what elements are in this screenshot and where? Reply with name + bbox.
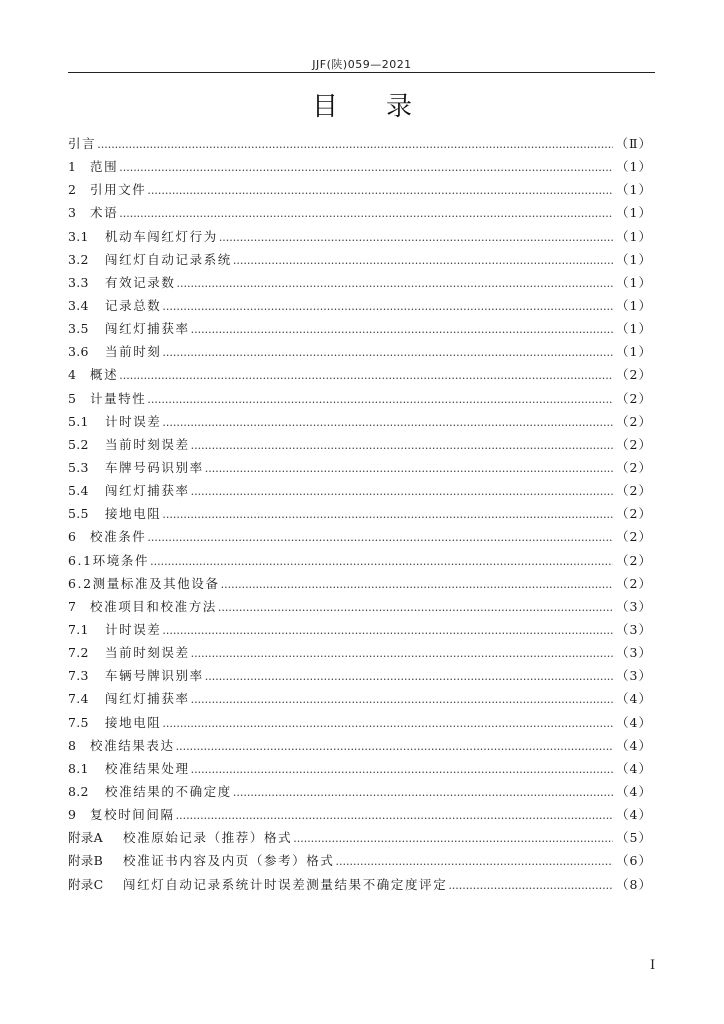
toc-entry-number: 3.5 bbox=[68, 321, 89, 337]
toc-entry[interactable] bbox=[68, 271, 652, 294]
toc-entry-page: （4） bbox=[616, 807, 652, 823]
toc-entry[interactable] bbox=[68, 155, 652, 178]
toc-leader-dots bbox=[162, 341, 613, 364]
toc-leader-dots bbox=[147, 179, 613, 202]
toc-entry-number: 7.3 bbox=[68, 668, 89, 684]
toc-leader-dots bbox=[205, 665, 613, 688]
toc-entry-label: 术语 bbox=[90, 205, 119, 221]
toc-entry-page: （4） bbox=[616, 760, 652, 776]
toc-entry[interactable] bbox=[68, 248, 652, 271]
toc-entry-page: （2） bbox=[616, 367, 652, 383]
toc-entry-label: 车辆号牌识别率 bbox=[105, 668, 204, 684]
toc-entry-label: 闯红灯捕获率 bbox=[105, 483, 190, 499]
toc-entry-page: （6） bbox=[616, 853, 652, 869]
toc-leader-dots bbox=[448, 874, 613, 897]
toc-entry-label: 当前时刻 bbox=[105, 344, 162, 360]
toc-entry[interactable] bbox=[68, 225, 652, 248]
toc-entry-number: 3.6 bbox=[68, 344, 89, 360]
toc-leader-dots bbox=[191, 318, 613, 341]
toc-entry-number: 附录B bbox=[68, 853, 104, 869]
toc-leader-dots bbox=[150, 550, 613, 573]
toc-entry[interactable] bbox=[68, 525, 652, 548]
toc-leader-dots bbox=[177, 272, 614, 295]
toc-leader-dots bbox=[147, 526, 613, 549]
toc-entry-label: 概述 bbox=[90, 367, 119, 383]
toc-entry-number: 6 bbox=[68, 529, 77, 545]
toc-entry[interactable] bbox=[68, 456, 652, 479]
toc-entry-number: 7.2 bbox=[68, 645, 89, 661]
toc-entry-label: 闯红灯捕获率 bbox=[105, 691, 190, 707]
toc-leader-dots bbox=[336, 850, 614, 873]
toc-entry[interactable] bbox=[68, 664, 652, 687]
toc-entry-label: 车牌号码识别率 bbox=[105, 459, 204, 475]
toc-entry-page: （4） bbox=[616, 737, 652, 753]
toc-entry[interactable] bbox=[68, 757, 652, 780]
toc-leader-dots bbox=[119, 156, 613, 179]
toc-entry-page: （1） bbox=[616, 321, 652, 337]
toc-entry-page: （2） bbox=[616, 552, 652, 568]
toc-entry[interactable] bbox=[68, 340, 652, 363]
toc-entry-number: 5.4 bbox=[68, 483, 89, 499]
toc-leader-dots bbox=[162, 503, 613, 526]
toc-entry[interactable] bbox=[68, 873, 652, 896]
toc-entry-page: （2） bbox=[616, 529, 652, 545]
toc-entry-label: 当前时刻误差 bbox=[105, 436, 190, 452]
toc-entry-number: 5 bbox=[68, 390, 77, 406]
table-of-contents bbox=[68, 132, 652, 896]
toc-entry[interactable] bbox=[68, 572, 652, 595]
toc-entry[interactable] bbox=[68, 849, 652, 872]
toc-leader-dots bbox=[147, 388, 613, 411]
toc-entry[interactable] bbox=[68, 826, 652, 849]
toc-entry[interactable] bbox=[68, 387, 652, 410]
toc-entry-label: 当前时刻误差 bbox=[105, 645, 190, 661]
toc-leader-dots bbox=[176, 804, 613, 827]
toc-entry[interactable] bbox=[68, 201, 652, 224]
toc-entry-label: 有效记录数 bbox=[105, 274, 176, 290]
toc-entry-page: （2） bbox=[616, 506, 652, 522]
toc-entry-number: 5.1 bbox=[68, 413, 89, 429]
toc-entry-number: 附录A bbox=[68, 830, 103, 846]
toc-entry-label: 6.2测量标准及其他设备 bbox=[68, 575, 220, 591]
toc-entry-label: 接地电阻 bbox=[105, 506, 162, 522]
toc-leader-dots bbox=[191, 688, 613, 711]
toc-leader-dots bbox=[221, 573, 613, 596]
toc-entry-number: 7.5 bbox=[68, 714, 89, 730]
toc-entry[interactable] bbox=[68, 178, 652, 201]
toc-entry-label: 引用文件 bbox=[90, 182, 147, 198]
toc-entry-number: 7 bbox=[68, 598, 77, 614]
toc-leader-dots bbox=[191, 480, 613, 503]
toc-entry-label: 校准结果表达 bbox=[90, 737, 175, 753]
toc-entry-label: 计时误差 bbox=[105, 413, 162, 429]
toc-leader-dots bbox=[293, 827, 613, 850]
toc-entry[interactable] bbox=[68, 687, 652, 710]
toc-leader-dots bbox=[119, 202, 613, 225]
toc-entry-page: （2） bbox=[616, 390, 652, 406]
toc-entry-number: 4 bbox=[68, 367, 77, 383]
toc-entry-number: 3 bbox=[68, 205, 77, 221]
toc-leader-dots bbox=[191, 434, 613, 457]
toc-entry-page: （1） bbox=[616, 228, 652, 244]
toc-entry-number: 7.1 bbox=[68, 621, 89, 637]
toc-entry-page: （4） bbox=[616, 783, 652, 799]
toc-entry[interactable] bbox=[68, 317, 652, 340]
toc-entry-page: （3） bbox=[616, 621, 652, 637]
toc-entry-page: （8） bbox=[616, 876, 652, 892]
toc-entry-number: 3.3 bbox=[68, 274, 89, 290]
toc-entry-label: 6.1环境条件 bbox=[68, 552, 150, 568]
toc-entry-number: 3.4 bbox=[68, 297, 89, 313]
toc-entry-number: 9 bbox=[68, 807, 77, 823]
toc-entry-number: 5.3 bbox=[68, 459, 89, 475]
toc-entry-page: （2） bbox=[616, 436, 652, 452]
toc-entry-label: 校准项目和校准方法 bbox=[90, 598, 217, 614]
toc-entry[interactable] bbox=[68, 595, 652, 618]
toc-entry[interactable] bbox=[68, 780, 652, 803]
toc-leader-dots bbox=[218, 596, 613, 619]
toc-entry[interactable] bbox=[68, 433, 652, 456]
toc-entry-label: 闯红灯自动记录系统计时误差测量结果不确定度评定 bbox=[123, 876, 448, 892]
toc-entry-number: 8.1 bbox=[68, 760, 89, 776]
title-char-1: 目 bbox=[311, 92, 338, 122]
toc-entry-page: （1） bbox=[616, 182, 652, 198]
toc-entry-page: （2） bbox=[616, 459, 652, 475]
toc-leader-dots bbox=[219, 226, 613, 249]
toc-leader-dots bbox=[162, 712, 613, 735]
toc-entry-page: （2） bbox=[616, 575, 652, 591]
toc-entry[interactable] bbox=[68, 502, 652, 525]
toc-entry-number: 8.2 bbox=[68, 783, 89, 799]
toc-entry-number: 7.4 bbox=[68, 691, 89, 707]
toc-entry[interactable] bbox=[68, 618, 652, 641]
toc-leader-dots bbox=[176, 735, 613, 758]
toc-entry-number: 5.2 bbox=[68, 436, 89, 452]
toc-entry[interactable] bbox=[68, 479, 652, 502]
page-number: Ⅰ bbox=[650, 958, 656, 973]
toc-entry-label: 校准结果的不确定度 bbox=[105, 783, 232, 799]
toc-entry-label: 校准条件 bbox=[90, 529, 147, 545]
toc-leader-dots bbox=[205, 457, 613, 480]
toc-entry-label: 闯红灯自动记录系统 bbox=[105, 251, 232, 267]
toc-entry-page: （Ⅱ） bbox=[615, 136, 652, 151]
toc-entry-page: （1） bbox=[616, 159, 652, 175]
toc-entry-number: 3.2 bbox=[68, 251, 89, 267]
toc-entry-label: 引言 bbox=[68, 136, 97, 151]
toc-entry-label: 计时误差 bbox=[105, 621, 162, 637]
toc-entry-label: 机动车闯红灯行为 bbox=[105, 228, 218, 244]
toc-entry-number: 2 bbox=[68, 182, 77, 198]
toc-entry[interactable] bbox=[68, 641, 652, 664]
toc-leader-dots bbox=[119, 364, 613, 387]
toc-leader-dots bbox=[191, 642, 613, 665]
toc-entry[interactable] bbox=[68, 711, 652, 734]
toc-entry[interactable] bbox=[68, 803, 652, 826]
toc-entry-page: （3） bbox=[616, 645, 652, 661]
toc-leader-dots bbox=[162, 411, 613, 434]
toc-entry-number: 5.5 bbox=[68, 506, 89, 522]
toc-entry-number: 附录C bbox=[68, 876, 104, 892]
toc-entry-page: （1） bbox=[616, 251, 652, 267]
toc-entry[interactable] bbox=[68, 734, 652, 757]
toc-entry-page: （1） bbox=[616, 205, 652, 221]
toc-entry-label: 校准结果处理 bbox=[105, 760, 190, 776]
toc-entry[interactable] bbox=[68, 549, 652, 572]
toc-entry-page: （5） bbox=[616, 830, 652, 846]
toc-entry-page: （4） bbox=[616, 714, 652, 730]
toc-entry-label: 接地电阻 bbox=[105, 714, 162, 730]
page-title bbox=[0, 86, 724, 123]
toc-entry-page: （1） bbox=[616, 344, 652, 360]
toc-entry-label: 范围 bbox=[90, 159, 119, 175]
toc-leader-dots bbox=[191, 758, 613, 781]
toc-entry[interactable] bbox=[68, 132, 652, 155]
toc-entry-page: （4） bbox=[616, 691, 652, 707]
toc-entry-page: （1） bbox=[616, 274, 652, 290]
toc-entry-number: 1 bbox=[68, 159, 77, 175]
toc-entry[interactable] bbox=[68, 363, 652, 386]
toc-entry-page: （1） bbox=[616, 297, 652, 313]
title-char-2: 录 bbox=[386, 92, 413, 122]
toc-entry-page: （2） bbox=[616, 483, 652, 499]
toc-entry-number: 3.1 bbox=[68, 228, 89, 244]
toc-entry-label: 计量特性 bbox=[90, 390, 147, 406]
toc-entry-page: （3） bbox=[616, 668, 652, 684]
toc-entry-page: （2） bbox=[616, 413, 652, 429]
toc-leader-dots bbox=[233, 249, 613, 272]
toc-entry-label: 闯红灯捕获率 bbox=[105, 321, 190, 337]
toc-entry-label: 复校时间间隔 bbox=[90, 807, 175, 823]
toc-entry-number: 8 bbox=[68, 737, 77, 753]
toc-entry-label: 记录总数 bbox=[105, 297, 162, 313]
toc-entry-label: 校准原始记录（推荐）格式 bbox=[123, 830, 293, 846]
standard-code-header: JJF(陕)059—2021 bbox=[312, 58, 412, 71]
toc-entry-label: 校准证书内容及内页（参考）格式 bbox=[123, 853, 335, 869]
toc-entry[interactable] bbox=[68, 410, 652, 433]
header-divider bbox=[68, 72, 655, 73]
toc-leader-dots bbox=[97, 133, 612, 156]
toc-entry-page: （3） bbox=[616, 598, 652, 614]
toc-leader-dots bbox=[162, 295, 613, 318]
toc-leader-dots bbox=[162, 619, 613, 642]
toc-leader-dots bbox=[233, 781, 613, 804]
toc-entry[interactable] bbox=[68, 294, 652, 317]
